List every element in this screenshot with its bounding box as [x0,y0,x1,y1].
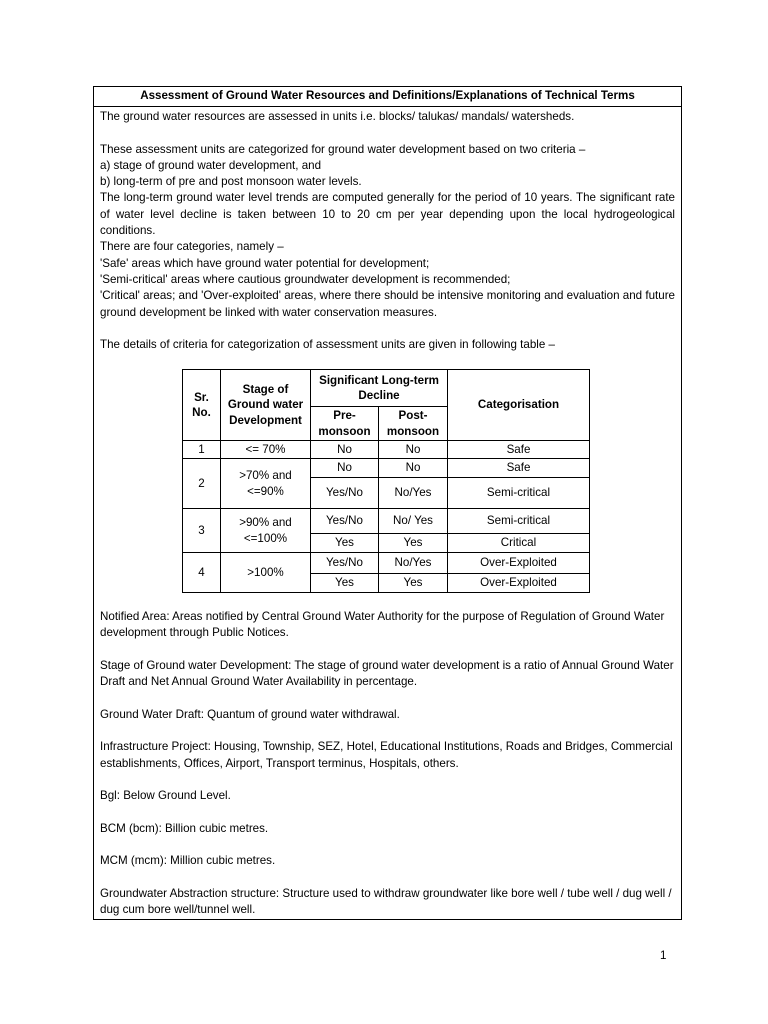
cell-stage: <= 70% [221,441,311,459]
cell-pre: No [311,441,379,459]
cell-pre: Yes [311,534,379,553]
cell-post: No/ Yes [379,509,448,534]
cell-stage: >70% and <=90% [221,459,311,509]
cell-post: Yes [379,534,448,553]
intro-paragraph: The long-term ground water level trends are computed generally for the period of 10 years. The significant rate of water level decline is taken between 10 to 20 cm per year depending upon the local hydrogeological conditions. [100,191,675,238]
cell-pre: No [311,459,379,478]
definitions-section [100,609,675,919]
cell-post: No/Yes [379,478,448,509]
cell-post: Yes [379,574,448,593]
intro-section [94,107,681,353]
definition-bgl: Bgl: Below Ground Level. [100,789,231,803]
definition-mcm: MCM (mcm): Million cubic metres. [100,854,276,868]
cell-post: No/Yes [379,553,448,574]
definition-bcm: BCM (bcm): Billion cubic metres. [100,821,269,835]
table-row [183,553,590,574]
cell-category: Safe [448,441,590,459]
category-critical: 'Critical' areas; and 'Over-exploited' areas, where there should be intensive monitoring and evaluation and future ground development be linked with water conservation measures. [100,289,675,319]
intro-paragraph: The ground water resources are assessed in units i.e. blocks/ talukas/ mandals/ watersheds. [100,110,575,123]
header-decline: Significant Long-term Decline [311,370,448,407]
intro-paragraph: There are four categories, namely – [100,240,284,254]
table-row [183,509,590,534]
cell-post: No [379,441,448,459]
header-sr-no: Sr. No. [183,370,221,441]
cell-category: Semi-critical [448,478,590,509]
definition-stage-of-development: Stage of Ground water Development: The stage of ground water development is a ratio of Annual Ground Water Draft and Net Annual Ground Water Availability in percentage. [100,658,674,689]
document-frame [93,86,682,920]
cell-stage: >100% [221,553,311,593]
definition-abstraction-structure: Groundwater Abstraction structure: Structure used to withdraw groundwater like bore well / tube well / dug well / dug cum bore well/tunnel well. [100,887,672,917]
category-safe: 'Safe' areas which have ground water potential for development; [100,256,430,270]
cell-sr: 1 [183,441,221,459]
intro-list-item: a) stage of ground water development, and [100,158,322,172]
criteria-table [182,369,590,593]
cell-sr: 3 [183,509,221,553]
definition-ground-water-draft: Ground Water Draft: Quantum of ground water withdrawal. [100,707,400,721]
cell-category: Safe [448,459,590,478]
table-intro: The details of criteria for categorization of assessment units are given in following table – [100,338,555,352]
intro-list-item: b) long-term of pre and post monsoon water levels. [100,175,362,189]
cell-pre: Yes [311,574,379,593]
cell-sr: 4 [183,553,221,593]
table-row [183,441,590,459]
intro-paragraph: These assessment units are categorized for ground water development based on two criteria – [100,142,586,156]
criteria-table-wrapper [182,369,590,593]
header-pre-monsoon: Pre-monsoon [311,407,379,441]
table-row [183,459,590,478]
header-stage: Stage of Ground water Development [221,370,311,441]
cell-sr: 2 [183,459,221,509]
cell-category: Over-Exploited [448,574,590,593]
cell-pre: Yes/No [311,509,379,534]
cell-category: Semi-critical [448,509,590,534]
definition-infrastructure-project: Infrastructure Project: Housing, Township, SEZ, Hotel, Educational Institutions, Roads and Bridges, Commercial establishments, Offices, Airport, Transport terminus, Hospitals, others. [100,740,673,770]
cell-pre: Yes/No [311,553,379,574]
header-post-monsoon: Post-monsoon [379,407,448,441]
cell-pre: Yes/No [311,478,379,509]
category-semi-critical: 'Semi-critical' areas where cautious groundwater development is recommended; [100,272,511,286]
cell-post: No [379,459,448,478]
page-number: 1 [660,949,667,962]
header-categorisation: Categorisation [448,370,590,441]
cell-category: Critical [448,534,590,553]
cell-stage: >90% and <=100% [221,509,311,553]
cell-category: Over-Exploited [448,553,590,574]
document-title: Assessment of Ground Water Resources and Definitions/Explanations of Technical Terms [94,87,681,107]
definition-notified-area: Notified Area: Areas notified by Central Ground Water Authority for the purpose of Regulation of Ground Water development through Public Notices. [100,610,665,640]
